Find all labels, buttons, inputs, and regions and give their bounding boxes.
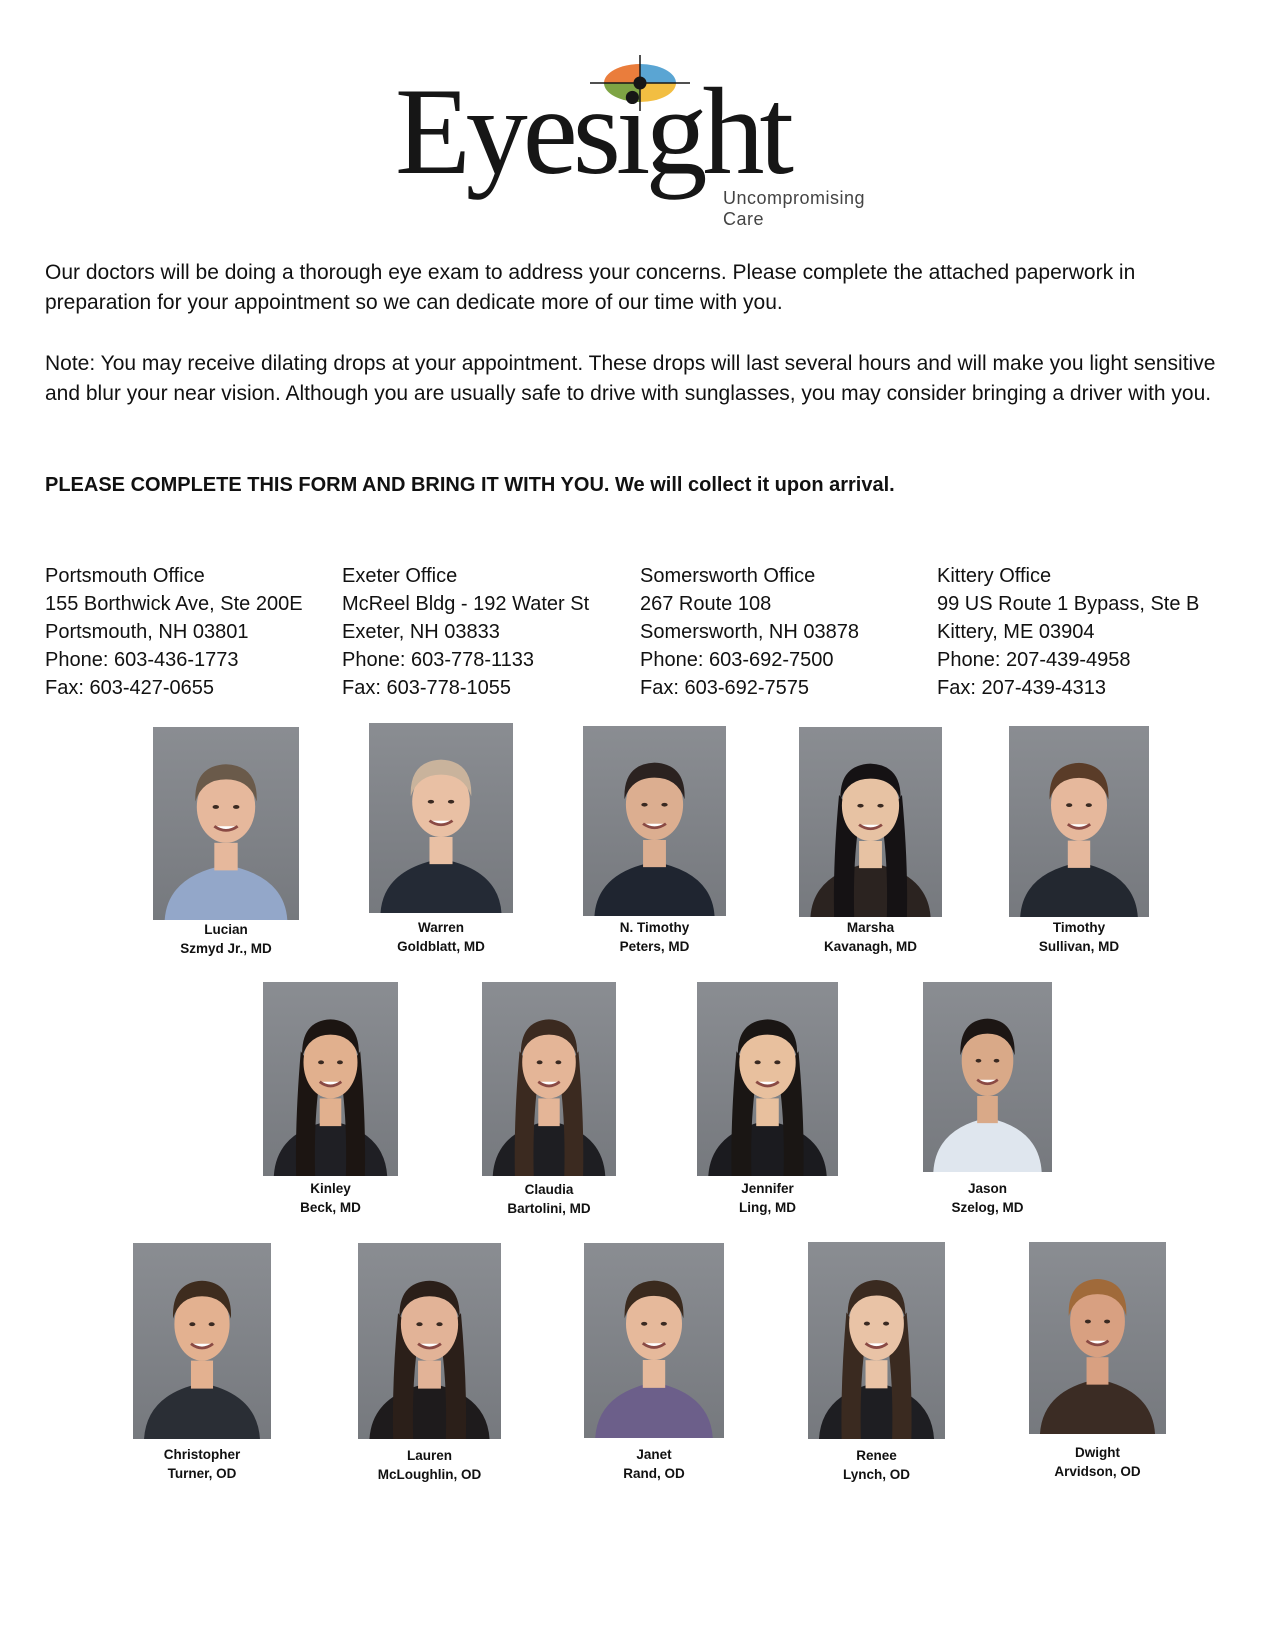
office-name: Portsmouth Office xyxy=(45,565,205,587)
doctor-first-name: N. Timothy xyxy=(619,920,690,935)
doctor-photo xyxy=(584,1243,724,1438)
instruction-paragraph: PLEASE COMPLETE THIS FORM AND BRING IT WITH YOU. We will collect it upon arrival. xyxy=(45,474,895,496)
office-city: Portsmouth, NH 03801 xyxy=(45,621,249,643)
doctor-photo xyxy=(697,982,838,1176)
person-silhouette-icon xyxy=(808,1242,945,1439)
doctor-first-name: Warren xyxy=(417,920,464,935)
person-silhouette-icon xyxy=(369,723,513,913)
doctor-first-name: Renee xyxy=(856,1448,897,1463)
doctor-photo xyxy=(923,982,1052,1172)
office-phone: Phone: 603-692-7500 xyxy=(640,649,834,671)
person-silhouette-icon xyxy=(263,982,398,1176)
doctor-photo xyxy=(1029,1242,1166,1434)
doctor-photo xyxy=(583,726,726,916)
doctor-last-name: Szmyd Jr., MD xyxy=(180,941,272,956)
intro-paragraph: Our doctors will be doing a thorough eye exam to address your concerns. Please complete the attached paperwork in preparation for your appointment so we can dedicate more of our time with you. xyxy=(45,261,1136,314)
office-address: 267 Route 108 xyxy=(640,593,772,615)
office-fax: Fax: 207-439-4313 xyxy=(937,677,1107,699)
doctor-last-name: Goldblatt, MD xyxy=(397,939,485,954)
logo-tagline: Uncompromising Care xyxy=(723,188,866,229)
doctor-caption xyxy=(693,1179,843,1217)
doctor-last-name: McLoughlin, OD xyxy=(377,1467,482,1482)
doctor-last-name: Szelog, MD xyxy=(951,1200,1024,1215)
person-silhouette-icon xyxy=(583,726,726,916)
office-portsmouth xyxy=(45,562,303,702)
office-fax: Fax: 603-427-0655 xyxy=(45,677,215,699)
doctor-photo xyxy=(358,1243,501,1439)
doctor-caption xyxy=(1023,1443,1173,1481)
doctor-last-name: Sullivan, MD xyxy=(1038,939,1120,954)
doctor-last-name: Peters, MD xyxy=(619,939,690,954)
doctor-last-name: Rand, OD xyxy=(623,1466,685,1481)
person-silhouette-icon xyxy=(923,982,1052,1172)
doctor-photo xyxy=(808,1242,945,1439)
doctor-caption xyxy=(151,920,301,958)
office-address: McReel Bldg - 192 Water St xyxy=(342,593,590,615)
office-kittery xyxy=(937,562,1199,702)
doctor-first-name: Claudia xyxy=(524,1182,574,1197)
doctor-first-name: Jason xyxy=(967,1181,1008,1196)
office-fax: Fax: 603-692-7575 xyxy=(640,677,810,699)
office-phone: Phone: 603-436-1773 xyxy=(45,649,239,671)
doctor-photo xyxy=(1009,726,1149,917)
doctor-caption xyxy=(802,1446,952,1484)
doctor-first-name: Dwight xyxy=(1075,1445,1120,1460)
doctor-photo xyxy=(263,982,398,1176)
doctor-first-name: Lauren xyxy=(406,1448,452,1463)
logo-wordmark: Eyesight xyxy=(395,63,789,200)
doctor-caption xyxy=(580,918,730,956)
person-silhouette-icon xyxy=(153,727,299,920)
person-silhouette-icon xyxy=(358,1243,501,1439)
doctor-photo xyxy=(153,727,299,920)
doctor-photo xyxy=(799,727,942,917)
person-silhouette-icon xyxy=(1009,726,1149,917)
office-address: 99 US Route 1 Bypass, Ste B xyxy=(937,593,1200,615)
person-silhouette-icon xyxy=(133,1243,271,1439)
note-paragraph: Note: You may receive dilating drops at your appointment. These drops will last several hours and will make you light sensitive and blur your near vision. Although you are usually safe to drive with sunglasses, you may consider bringing a driver with you. xyxy=(45,352,1216,405)
eyesight-logo xyxy=(395,52,885,229)
doctor-last-name: Beck, MD xyxy=(300,1200,361,1215)
doctor-first-name: Marsha xyxy=(846,920,895,935)
doctor-photo xyxy=(133,1243,271,1439)
doctor-last-name: Kavanagh, MD xyxy=(823,939,918,954)
office-phone: Phone: 603-778-1133 xyxy=(342,649,535,671)
doctor-first-name: Timothy xyxy=(1052,920,1106,935)
doctor-photo xyxy=(482,982,616,1176)
doctor-caption xyxy=(579,1445,729,1483)
office-city: Somersworth, NH 03878 xyxy=(640,621,859,643)
doctor-caption xyxy=(366,918,516,956)
doctor-caption xyxy=(1004,918,1154,956)
doctor-first-name: Christopher xyxy=(163,1447,241,1462)
doctor-last-name: Lynch, OD xyxy=(842,1467,910,1482)
office-list xyxy=(0,562,1275,702)
doctor-first-name: Janet xyxy=(636,1447,672,1462)
office-phone: Phone: 207-439-4958 xyxy=(937,649,1131,671)
office-name: Kittery Office xyxy=(937,565,1052,587)
doctor-last-name: Turner, OD xyxy=(167,1466,237,1481)
office-address: 155 Borthwick Ave, Ste 200E xyxy=(45,593,303,615)
office-city: Exeter, NH 03833 xyxy=(342,621,500,643)
office-name: Somersworth Office xyxy=(640,565,816,587)
person-silhouette-icon xyxy=(799,727,942,917)
doctor-caption xyxy=(913,1179,1063,1217)
doctor-first-name: Kinley xyxy=(310,1181,351,1196)
person-silhouette-icon xyxy=(1029,1242,1166,1434)
office-fax: Fax: 603-778-1055 xyxy=(342,677,512,699)
office-name: Exeter Office xyxy=(342,565,458,587)
person-silhouette-icon xyxy=(482,982,616,1176)
doctor-caption xyxy=(355,1446,505,1484)
doctor-last-name: Arvidson, OD xyxy=(1054,1464,1141,1479)
doctor-caption xyxy=(256,1179,406,1217)
office-exeter xyxy=(342,562,589,702)
office-city: Kittery, ME 03904 xyxy=(937,621,1095,643)
doctor-first-name: Lucian xyxy=(204,922,248,937)
doctor-caption xyxy=(474,1180,624,1218)
doctor-caption xyxy=(796,918,946,956)
person-silhouette-icon xyxy=(697,982,838,1176)
doctor-caption xyxy=(127,1445,277,1483)
doctor-last-name: Bartolini, MD xyxy=(507,1201,591,1216)
doctor-last-name: Ling, MD xyxy=(739,1200,796,1215)
doctor-photo xyxy=(369,723,513,913)
doctor-first-name: Jennifer xyxy=(741,1181,794,1196)
person-silhouette-icon xyxy=(584,1243,724,1438)
office-somersworth xyxy=(640,562,859,702)
